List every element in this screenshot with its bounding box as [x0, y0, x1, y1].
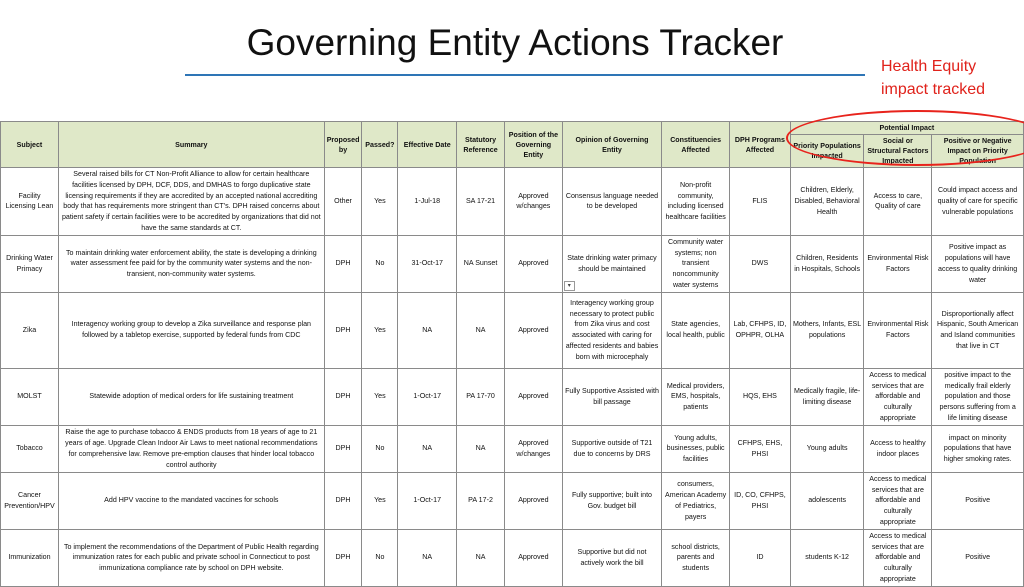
cell-effective-date: 1-Oct-17 — [398, 368, 457, 425]
cell-passed: Yes — [362, 168, 398, 236]
cell-passed: Yes — [362, 472, 398, 529]
table-row — [1, 235, 1024, 292]
header-summary: Summary — [58, 122, 324, 168]
cell-impact: Disproportionally affect Hispanic, South American and Island communities that live in CT — [932, 292, 1024, 368]
cell-dph-programs: FLIS — [730, 168, 791, 236]
cell-passed: No — [362, 425, 398, 472]
header-dph-programs: DPH Programs Affected — [730, 122, 791, 168]
cell-subject: Drinking Water Primacy — [1, 235, 59, 292]
header-passed: Passed? — [362, 122, 398, 168]
cell-constituencies: Non-profit community, including licensed healthcare facilities — [662, 168, 730, 236]
cell-effective-date: 1-Oct-17 — [398, 472, 457, 529]
cell-summary: Raise the age to purchase tobacco & ENDS products from 18 years of age to 21 years of age. Upgrade Clean Indoor Air Laws to meet national recommendations for comprehensive law. Remove pre-emption clauses that hinder local tobacco control authority — [58, 425, 324, 472]
cell-priority-populations: Children, Elderly, Disabled, Behavioral Health — [790, 168, 864, 236]
cell-proposed-by: DPH — [324, 235, 362, 292]
actions-tracker-table — [0, 121, 1024, 587]
cell-position: Approved — [504, 235, 562, 292]
header-positive-negative: Positive or Negative Impact on Priority Population — [932, 135, 1024, 168]
cell-statutory-reference: PA 17-2 — [457, 472, 505, 529]
cell-statutory-reference: NA Sunset — [457, 235, 505, 292]
cell-passed: No — [362, 235, 398, 292]
health-equity-annotation: Health Equity impact tracked — [881, 58, 986, 98]
cell-passed: Yes — [362, 292, 398, 368]
cell-priority-populations: Young adults — [790, 425, 864, 472]
cell-constituencies: State agencies, local health, public — [662, 292, 730, 368]
cell-dph-programs: Lab, CFHPS, ID, OPHPR, OLHA — [730, 292, 791, 368]
cell-social-factors: Environmental Risk Factors — [864, 235, 932, 292]
table-row — [1, 292, 1024, 368]
cell-dph-programs: HQS, EHS — [730, 368, 791, 425]
header-position: Position of the Governing Entity — [504, 122, 562, 168]
cell-effective-date: NA — [398, 425, 457, 472]
cell-priority-populations: Medically fragile, life-limiting disease — [790, 368, 864, 425]
cell-summary: Interagency working group to develop a Zika surveillance and response plan followed by a tabletop exercise, supported by federal funds from CDC — [58, 292, 324, 368]
cell-summary: Add HPV vaccine to the mandated vaccines for schools — [58, 472, 324, 529]
cell-statutory-reference: NA — [457, 292, 505, 368]
cell-social-factors: Access to care, Quality of care — [864, 168, 932, 236]
cell-effective-date: NA — [398, 292, 457, 368]
cell-subject: Cancer Prevention/HPV — [1, 472, 59, 529]
cell-proposed-by: DPH — [324, 472, 362, 529]
cell-priority-populations: Children, Residents in Hospitals, Schools — [790, 235, 864, 292]
cell-constituencies: Young adults, businesses, public facilities — [662, 425, 730, 472]
cell-subject: Zika — [1, 292, 59, 368]
cell-summary: To implement the recommendations of the Department of Public Health regarding immunization rates for each public and private school in Connecticut to post immunizationa compliance rate by school on DPH website. — [58, 529, 324, 586]
cell-impact: Could impact access and quality of care for specific vulnerable populations — [932, 168, 1024, 236]
cell-opinion: State drinking water primacy should be maintained ▾ — [562, 235, 661, 292]
cell-proposed-by: DPH — [324, 368, 362, 425]
cell-subject: MOLST — [1, 368, 59, 425]
cell-proposed-by: DPH — [324, 292, 362, 368]
cell-constituencies: Community water systems; non transient noncommunity water systems — [662, 235, 730, 292]
cell-opinion: Fully supportive; built into Gov. budget bill — [562, 472, 661, 529]
header-priority-populations: Priority Populations Impacted — [790, 135, 864, 168]
table-row — [1, 168, 1024, 236]
page-title: Governing Entity Actions Tracker — [246, 22, 784, 63]
cell-constituencies: Medical providers, EMS, hospitals, patients — [662, 368, 730, 425]
cell-statutory-reference: NA — [457, 529, 505, 586]
cell-position: Approved w/changes — [504, 425, 562, 472]
header-subject: Subject — [1, 122, 59, 168]
header-potential-impact: Potential Impact — [790, 122, 1023, 135]
cell-summary: Several raised bills for CT Non-Profit Alliance to allow for certain healthcare facilities licensed by DPH, DCF, DDS, and DMHAS to forgo duplicative state licensing requirements if they are accredited by an accepted national accrediting body that has requirements more stringent than CT's. DPH raised concerns about patient safety if certain facilities were to be accredited by organizations that did not have the same standards at CT. — [58, 168, 324, 236]
header-opinion: Opinion of Governing Entity — [562, 122, 661, 168]
cell-effective-date: NA — [398, 529, 457, 586]
cell-social-factors: Access to medical services that are affordable and culturally appropriate — [864, 529, 932, 586]
cell-effective-date: 1-Jul-18 — [398, 168, 457, 236]
cell-proposed-by: DPH — [324, 529, 362, 586]
cell-priority-populations: Mothers, Infants, ESL populations — [790, 292, 864, 368]
cell-proposed-by: Other — [324, 168, 362, 236]
cell-social-factors: Access to healthy indoor places — [864, 425, 932, 472]
cell-impact: Positive — [932, 529, 1024, 586]
cell-constituencies: school districts, parents and students — [662, 529, 730, 586]
cell-dph-programs: ID — [730, 529, 791, 586]
cell-position: Approved w/changes — [504, 168, 562, 236]
cell-opinion: Consensus language needed to be developed — [562, 168, 661, 236]
cell-effective-date: 31-Oct-17 — [398, 235, 457, 292]
cell-dph-programs: CFHPS, EHS, PHSI — [730, 425, 791, 472]
title-underline — [185, 74, 865, 76]
cell-position: Approved — [504, 472, 562, 529]
cell-social-factors: Environmental Risk Factors — [864, 292, 932, 368]
header-effective-date: Effective Date — [398, 122, 457, 168]
cell-opinion: Interagency working group necessary to protect public from Zika virus and cost associated with caring for affected residents and babies born with microcephaly — [562, 292, 661, 368]
cell-statutory-reference: PA 17-70 — [457, 368, 505, 425]
cell-impact: Positive impact as populations will have access to quality drinking water — [932, 235, 1024, 292]
cell-opinion: Supportive but did not actively work the bill — [562, 529, 661, 586]
cell-summary: To maintain drinking water enforcement ability, the state is developing a drinking water assessment fee paid for by the community water systems and the non-transient, non-community water systems. — [58, 235, 324, 292]
cell-impact: positive impact to the medically frail elderly population and those persons suffering from a life limiting disease — [932, 368, 1024, 425]
table-row — [1, 529, 1024, 586]
cell-subject: Tobacco — [1, 425, 59, 472]
cell-subject: Facility Licensing Lean — [1, 168, 59, 236]
cell-position: Approved — [504, 529, 562, 586]
header-statutory-reference: Statutory Reference — [457, 122, 505, 168]
cell-passed: No — [362, 529, 398, 586]
cell-statutory-reference: NA — [457, 425, 505, 472]
header-social-factors: Social or Structural Factors Impacted — [864, 135, 932, 168]
header-constituencies: Constituencies Affected — [662, 122, 730, 168]
header-proposed-by: Proposed by — [324, 122, 362, 168]
cell-social-factors: Access to medical services that are affordable and culturally appropriate — [864, 368, 932, 425]
cell-opinion: Supportive outside of T21 due to concerns by DRS — [562, 425, 661, 472]
cell-dropdown-icon[interactable]: ▾ — [564, 281, 575, 291]
cell-statutory-reference: SA 17-21 — [457, 168, 505, 236]
cell-dph-programs: DWS — [730, 235, 791, 292]
cell-impact: Positive — [932, 472, 1024, 529]
cell-constituencies: consumers, American Academy of Pediatrics, payers — [662, 472, 730, 529]
cell-priority-populations: adolescents — [790, 472, 864, 529]
table-row — [1, 472, 1024, 529]
table-row — [1, 425, 1024, 472]
cell-social-factors: Access to medical services that are affordable and culturally appropriate — [864, 472, 932, 529]
cell-position: Approved — [504, 292, 562, 368]
cell-proposed-by: DPH — [324, 425, 362, 472]
cell-dph-programs: ID, CO, CFHPS, PHSI — [730, 472, 791, 529]
cell-impact: impact on minority populations that have higher smoking rates. — [932, 425, 1024, 472]
cell-summary: Statewide adoption of medical orders for life sustaining treatment — [58, 368, 324, 425]
table-row — [1, 368, 1024, 425]
cell-passed: Yes — [362, 368, 398, 425]
cell-opinion: Fully Supportive Assisted with bill passage — [562, 368, 661, 425]
cell-subject: Immunization — [1, 529, 59, 586]
cell-position: Approved — [504, 368, 562, 425]
cell-priority-populations: students K-12 — [790, 529, 864, 586]
